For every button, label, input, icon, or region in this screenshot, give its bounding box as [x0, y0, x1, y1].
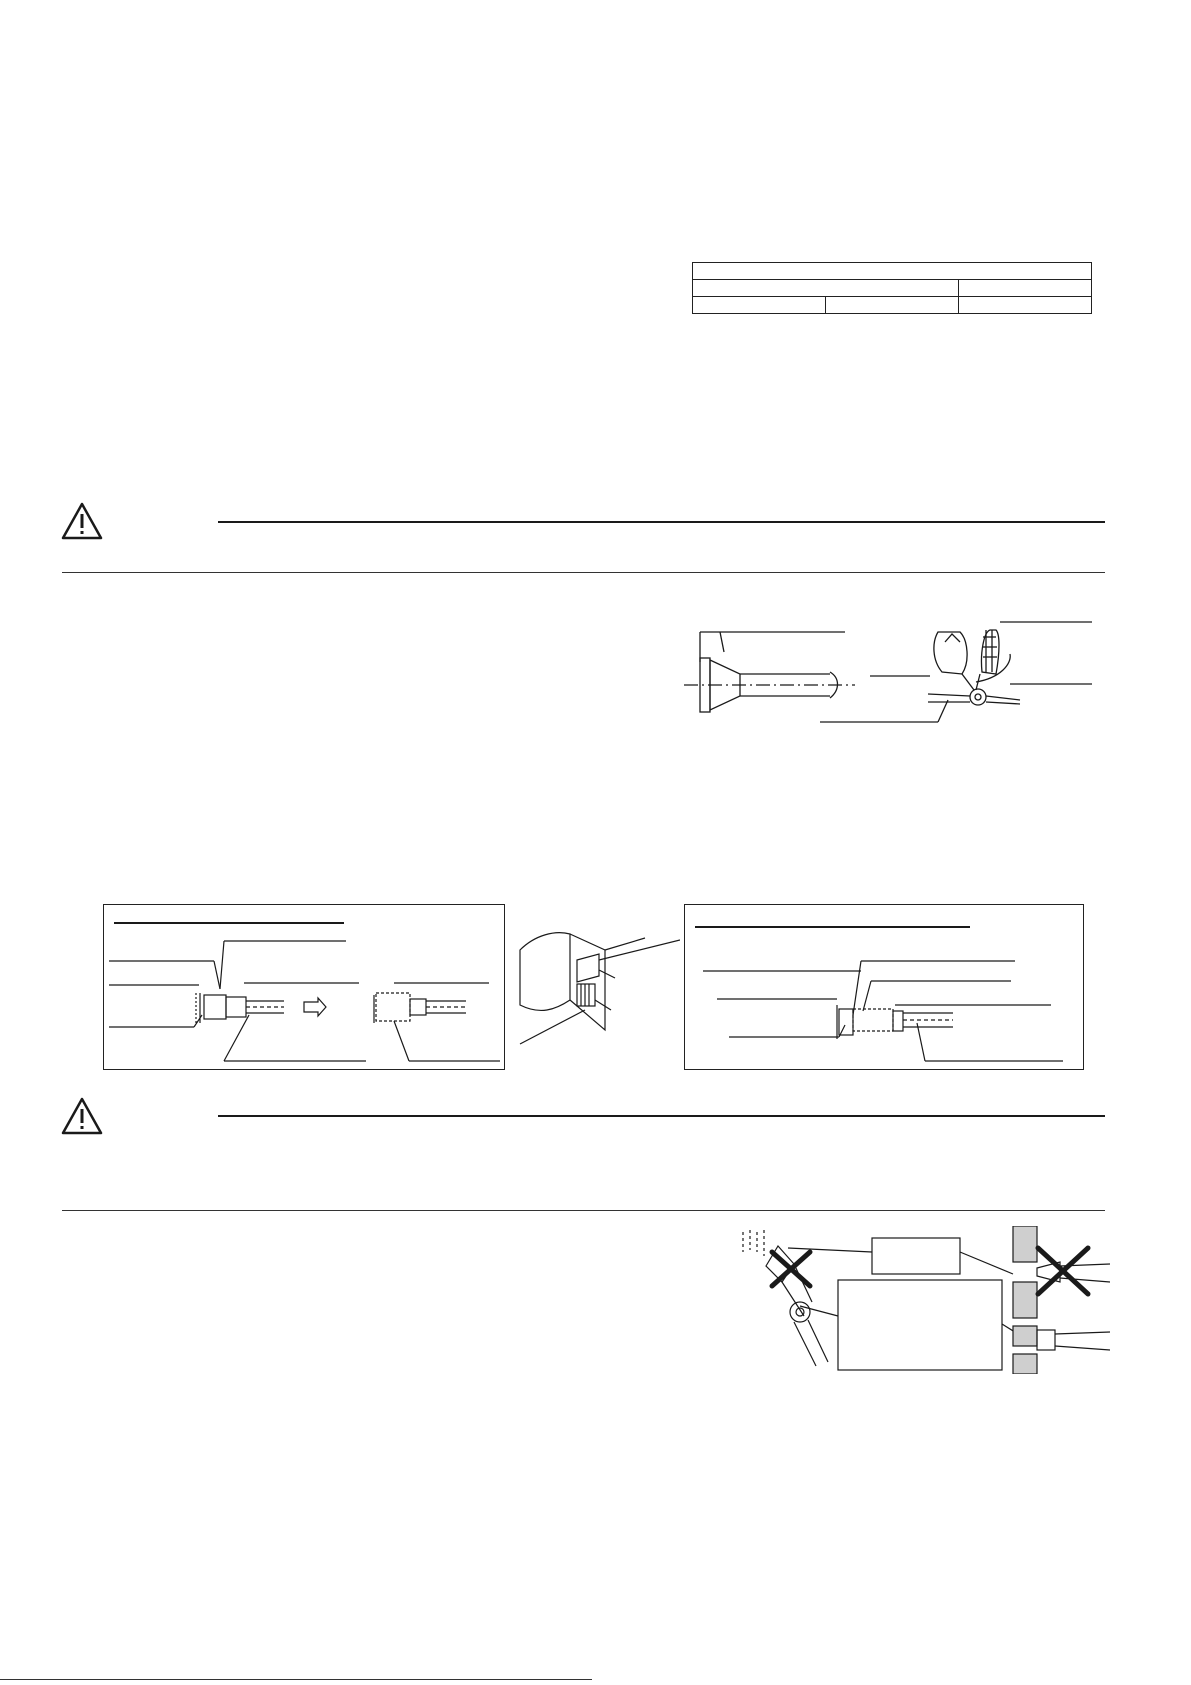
table-row	[693, 297, 1092, 314]
connection-detail-right	[684, 904, 1084, 1070]
table-cell	[959, 297, 1092, 314]
caution-header-rule	[218, 1115, 1105, 1117]
section-divider	[62, 1210, 1105, 1211]
x-cross-icon	[1038, 1248, 1088, 1294]
wall-connection-sketch	[515, 920, 680, 1050]
pipe-cover-diagram	[738, 1226, 1110, 1374]
table-cell	[693, 263, 1092, 280]
connection-detail-left	[103, 904, 505, 1070]
table-row	[693, 263, 1092, 280]
caution-header-rule	[218, 521, 1105, 523]
footer-rule	[0, 1679, 592, 1680]
warning-triangle-icon	[60, 1096, 104, 1136]
table-cell	[693, 297, 826, 314]
section-divider	[62, 572, 1105, 573]
table-cell	[959, 280, 1092, 297]
spec-table	[692, 262, 1092, 314]
x-cross-icon	[772, 1252, 810, 1286]
table-cell	[693, 280, 959, 297]
warning-triangle-icon	[60, 501, 104, 541]
table-row	[693, 280, 1092, 297]
table-cell	[826, 297, 959, 314]
flare-pipe-diagram	[680, 612, 1100, 737]
